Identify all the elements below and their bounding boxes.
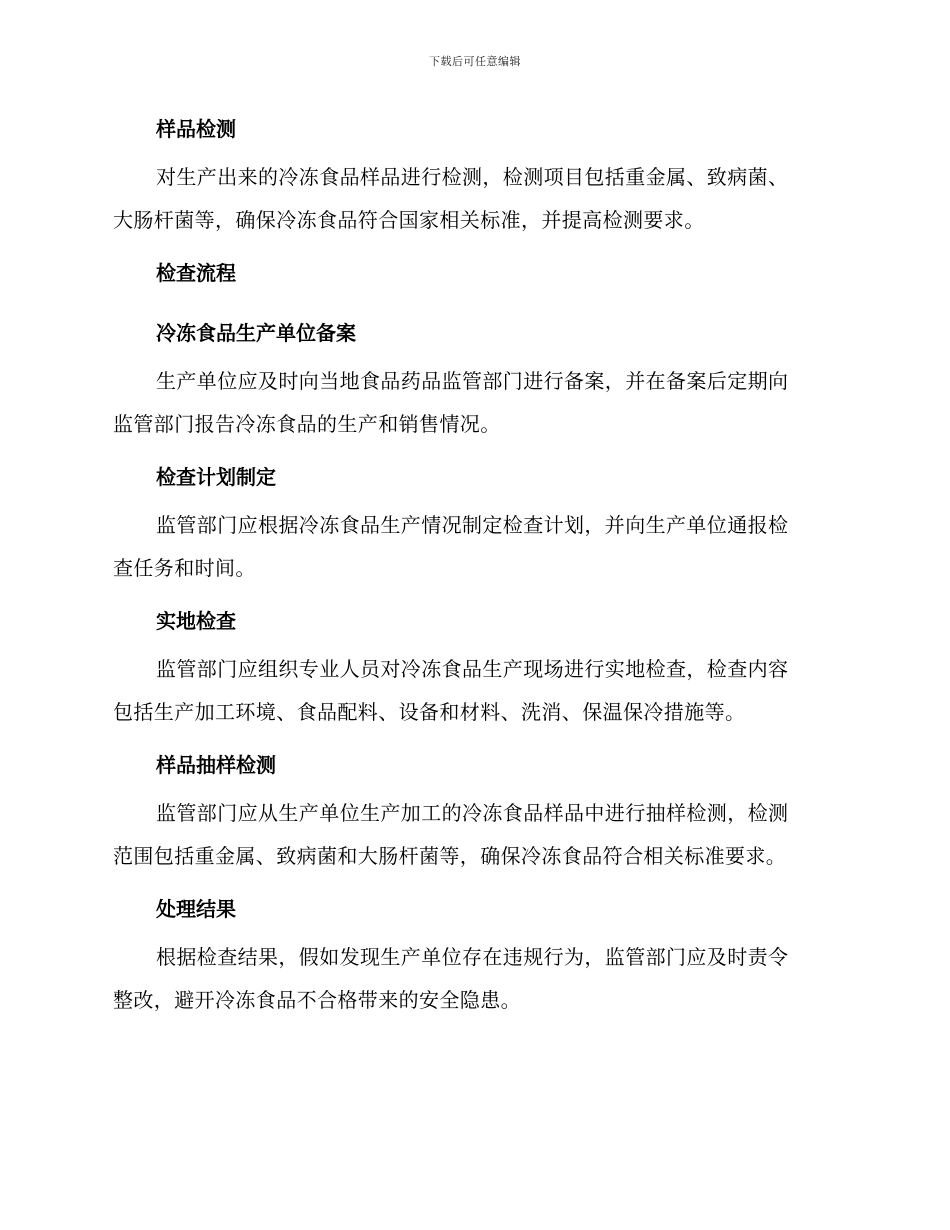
paragraph (113, 640, 833, 746)
section-heading: 检查流程 (156, 261, 236, 285)
paragraph-line: 大肠杆菌等，确保冷冻食品符合国家相关标准，并提高检测要求。 (113, 208, 705, 232)
paragraph (113, 148, 833, 254)
paragraph (113, 352, 833, 458)
section-heading: 冷冻食品生产单位备案 (156, 321, 356, 345)
document-body (113, 110, 833, 1034)
paragraph-line: 包括生产加工环境、食品配料、设备和材料、洗消、保温保冷措施等。 (113, 700, 746, 724)
paragraph-line: 监管部门报告冷冻食品的生产和销售情况。 (113, 412, 501, 436)
section-heading: 样品检测 (156, 117, 236, 141)
paragraph-line: 查任务和时间。 (113, 556, 256, 580)
spacer (113, 292, 833, 314)
page-header: 下载后可任意编辑 (429, 55, 521, 68)
paragraph-line: 监管部门应从生产单位生产加工的冷冻食品样品中进行抽样检测，检测 (156, 801, 789, 825)
section-heading: 实地检查 (156, 609, 236, 633)
paragraph-line: 生产单位应及时向当地食品药品监管部门进行备案，并在备案后定期向 (156, 369, 789, 393)
paragraph (113, 784, 833, 890)
paragraph-line: 范围包括重金属、致病菌和大肠杆菌等，确保冷冻食品符合相关标准要求。 (113, 844, 787, 868)
paragraph-line: 监管部门应根据冷冻食品生产情况制定检查计划，并向生产单位通报检 (156, 513, 789, 537)
paragraph (113, 496, 833, 602)
paragraph (113, 928, 833, 1034)
paragraph-line: 对生产出来的冷冻食品样品进行检测，检测项目包括重金属、致病菌、 (156, 165, 789, 189)
section-heading: 样品抽样检测 (156, 753, 276, 777)
paragraph-line: 整改，避开冷冻食品不合格带来的安全隐患。 (113, 988, 521, 1012)
paragraph-line: 根据检查结果，假如发现生产单位存在违规行为，监管部门应及时责令 (156, 945, 789, 969)
section-heading: 检查计划制定 (156, 465, 276, 489)
section-heading: 处理结果 (156, 897, 236, 921)
paragraph-line: 监管部门应组织专业人员对冷冻食品生产现场进行实地检查，检查内容 (156, 657, 789, 681)
